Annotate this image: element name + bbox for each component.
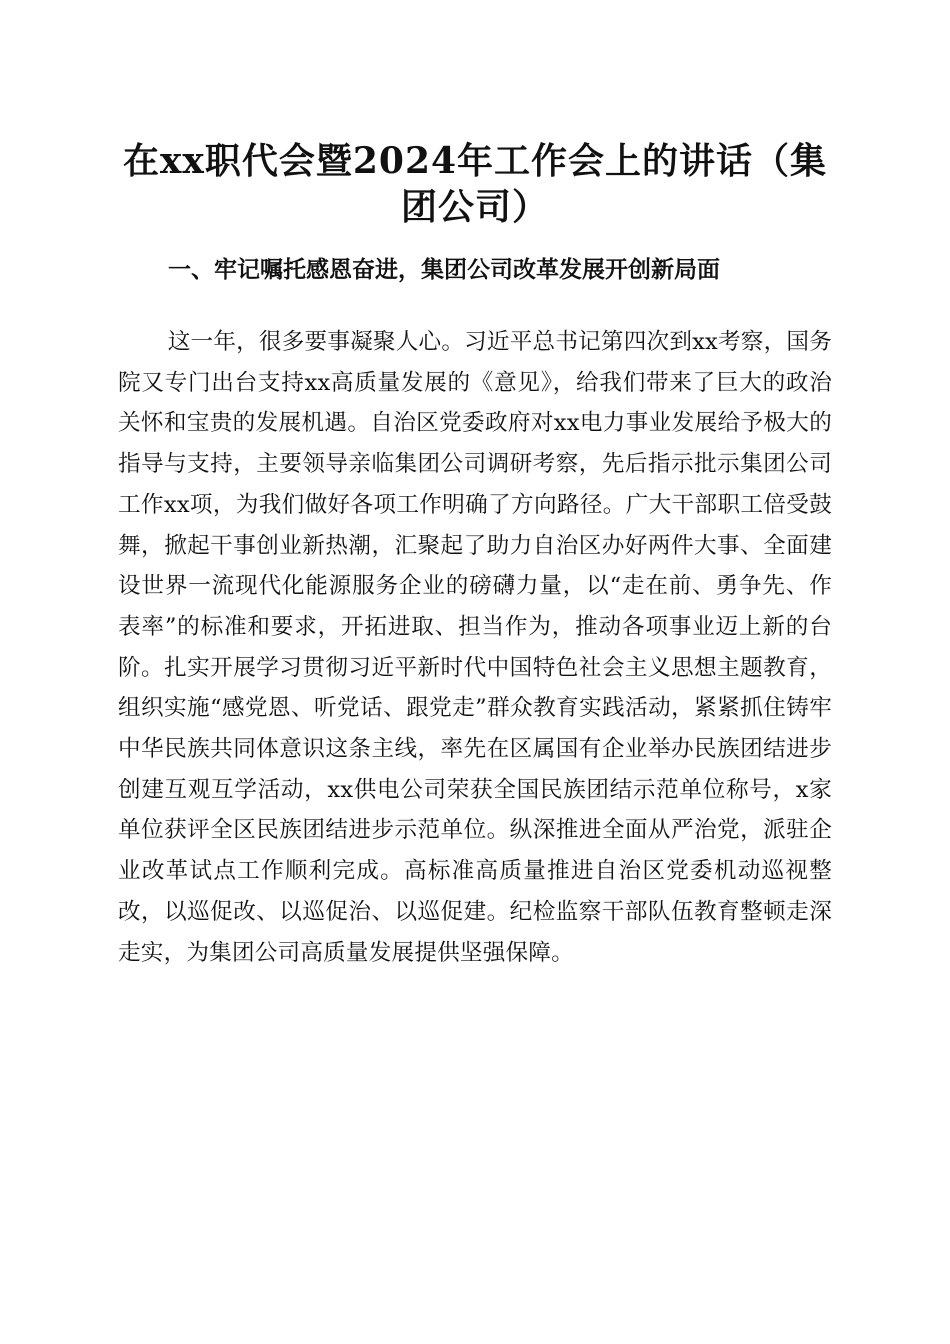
document-title: 在xx职代会暨2024年工作会上的讲话（集团公司） <box>122 140 828 228</box>
section-heading: 一、牢记嘱托感恩奋进，集团公司改革发展开创新局面 <box>168 257 720 283</box>
body-paragraph: 这一年，很多要事凝聚人心。习近平总书记第四次到xx考察，国务院又专门出台支持xx高质量发展的《意见》，给我们带来了巨大的政治关怀和宝贵的发展机遇。自治区党委政府对xx电力事业发展给予极大的指导与支持，主要领导亲临集团公司调研考察，先后指示批示集团公司工作xx项，为我们做好各项工作明确了方向路径。广大干部职工倍受鼓舞，掀起干事创业新热潮，汇聚起了助力自治区办好两件大事、全面建设世界一流现代化能源服务企业的磅礴力量，以“走在前、勇争先、作表率”的标准和要求，开拓进取、担当作为，推动各项事业迈上新的台阶。扎实开展学习贯彻习近平新时代中国特色社会主义思想主题教育，组织实施“感党恩、听党话、跟党走”群众教育实践活动，紧紧抓住铸牢中华民族共同体意识这条主线，率先在区属国有企业举办民族团结进步创建互观互学活动，xx供电公司荣获全国民族团结示范单位称号，x家单位获评全区民族团结进步示范单位。纵深推进全面从严治党，派驻企业改革试点工作顺利完成。高标准高质量推进自治区党委机动巡视整改，以巡促改、以巡促治、以巡促建。纪检监察干部队伍教育整顿走深走实，为集团公司高质量发展提供坚强保障。 <box>118 329 832 966</box>
